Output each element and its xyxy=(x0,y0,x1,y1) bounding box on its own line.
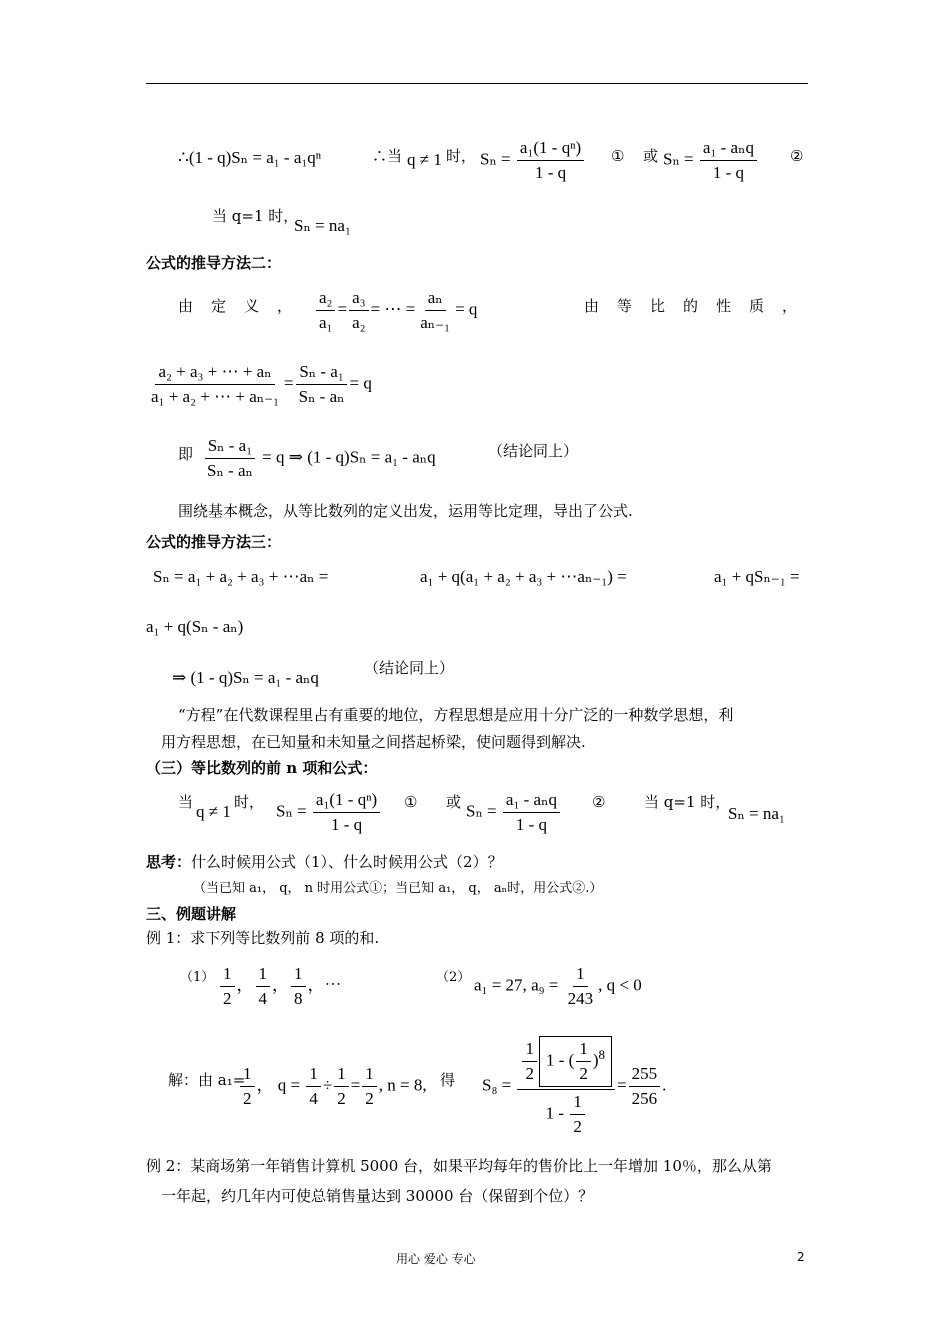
sum-circle-2: ② xyxy=(592,793,606,811)
when-label: ∴当 xyxy=(372,147,403,165)
think-line: 思考：什么时候用公式（1）、什么时候用公式（2）？ xyxy=(146,853,503,871)
header-rule xyxy=(146,83,808,84)
example-1-text: 例 1：求下列等比数列前 8 项的和. xyxy=(146,929,380,947)
example-2-line-2: 一年起，约几年内可使总销售量达到 30000 台（保留到个位）？ xyxy=(161,1187,594,1205)
method-2-summary: 围绕基本概念，从等比数列的定义出发，运用等比定理，导出了公式. xyxy=(178,502,633,520)
shi-label: 时， xyxy=(446,147,477,165)
or-label: 或 xyxy=(643,147,659,165)
formula-1-minus-q-sn: ∴(1 - q)Sₙ = a₁ - a₁qⁿ xyxy=(178,148,322,167)
solution-lead: 解：由 a₁= xyxy=(168,1071,246,1089)
method-3-result: ⇒ (1 - q)Sₙ = a₁ - aₙq xyxy=(172,668,319,687)
condition-q-ne-1: q ≠ 1 xyxy=(407,150,442,169)
derivation-result: $\frac{\text{Sₙ - a₁}}{\text{Sₙ - aₙ}}$ = q ⇒ (1 - q)Sₙ = a₁ - aₙq xyxy=(202,436,436,481)
method-3-part-3: a₁ + qSₙ₋₁ = xyxy=(714,567,800,586)
method-3-part-2: a₁ + q(a₁ + a₂ + a₃ + ⋯aₙ₋₁) = xyxy=(420,567,627,586)
sum-formula-1: Sₙ = $\frac{\text{a₁(1 - qⁿ)}}{1 - q}$ xyxy=(276,790,382,835)
footer-motto: 用心 爱心 专心 xyxy=(396,1252,476,1266)
sum-when-label: 当 xyxy=(178,793,194,811)
equation-thought-line-1: “方程”在代数课程里占有重要的地位，方程思想是应用十分广泛的一种数学思想，利 xyxy=(178,706,734,724)
method-3-part-1: Sₙ = a₁ + a₂ + a₃ + ⋯aₙ = xyxy=(153,567,329,586)
s8-formula: S₈ = $\frac{1}{2}$ 1 - ( $\frac{1}{2}$ )$^8$ 1 - $\frac{1}{2}$ = $\frac{255}{256}$ . xyxy=(482,1036,666,1137)
sequence-2: a₁ = 27, a₉ = $\frac{1}{243}$ , q < 0 xyxy=(474,964,642,1008)
sn-formula-2: Sₙ = $\frac{\text{a₁ - aₙq}}{1 - q}$ xyxy=(663,138,759,183)
sequence-1: $\frac{1}{2}$ ， $\frac{1}{4}$ ， $\frac{1}{8}$ ，⋯ xyxy=(218,964,342,1009)
sum-cond: q ≠ 1 xyxy=(196,802,231,821)
item-1-label: （1） xyxy=(180,970,215,985)
method-2-heading: 公式的推导方法二： xyxy=(146,254,282,272)
circle-2: ② xyxy=(790,147,804,165)
circle-1: ① xyxy=(611,147,625,165)
equation-thought-line-2: 用方程思想，在已知量和未知量之间搭起桥梁，使问题得到解决. xyxy=(161,733,586,751)
solution-de: 得 xyxy=(440,1071,456,1089)
sum-shi: 时， xyxy=(234,793,265,811)
when-q-1-label: 当 q=1 时， xyxy=(212,207,299,225)
conclusion-note-2: （结论同上） xyxy=(364,659,455,677)
sum-circle-1: ① xyxy=(404,793,418,811)
sum-or: 或 xyxy=(446,793,462,811)
sum-when-q-1: 当 q=1 时， xyxy=(644,793,731,811)
sum-formula-2: Sₙ = $\frac{\text{a₁ - aₙq}}{1 - q}$ xyxy=(466,790,562,835)
example-2-line-1: 例 2：某商场第一年销售计算机 5000 台，如果平均每年的售价比上一年增加 10％，那么从第 xyxy=(146,1157,772,1175)
by-definition-label: 由定义， xyxy=(178,297,311,315)
conclusion-note-1: （结论同上） xyxy=(488,442,579,460)
examples-heading: 三、例题讲解 xyxy=(146,905,237,923)
method-3-part-4: a₁ + q(Sₙ - aₙ) xyxy=(146,617,244,636)
method-3-heading: 公式的推导方法三： xyxy=(146,533,282,551)
ratio-sum-formula: $\frac{\text{a₂ + a₃ + ⋯ + aₙ}}{\text{a₁ + a₂ + ⋯ + aₙ₋₁}}$ = $\frac{\text{Sₙ - a₁}}{\text{Sₙ - aₙ}}$ = q xyxy=(151,362,372,406)
solution-ratio: $\frac{1}{2}$ ， q = $\frac{1}{4}$ ÷ $\frac{1}{2}$ = $\frac{1}{2}$ , n = 8, xyxy=(238,1064,427,1109)
sn-na1-formula: Sₙ = na₁ xyxy=(294,216,351,235)
section-three-heading: （三）等比数列的前 n 项和公式： xyxy=(146,759,378,777)
sum-na1: Sₙ = na₁ xyxy=(728,804,785,823)
ratio-chain: $\frac{\text{a₂}}{\text{a₁}}$ = $\frac{\text{a₃}}{\text{a₂}}$ = ⋯ = $\frac{\text{aₙ}}{\text{aₙ₋₁}}$ = q xyxy=(314,288,477,333)
ji-label: 即 xyxy=(178,445,194,463)
by-ratio-property-label: 由等比的性质， xyxy=(584,297,816,315)
page-number: 2 xyxy=(797,1250,805,1264)
think-answer: （当已知 a₁， q， n 时用公式①；当已知 a₁， q， aₙ时，用公式②.） xyxy=(193,881,603,896)
sn-formula-1: Sₙ = $\frac{\text{a₁(1 - qⁿ)}}{1 - q}$ xyxy=(480,138,586,183)
item-2-label: （2） xyxy=(436,970,471,985)
